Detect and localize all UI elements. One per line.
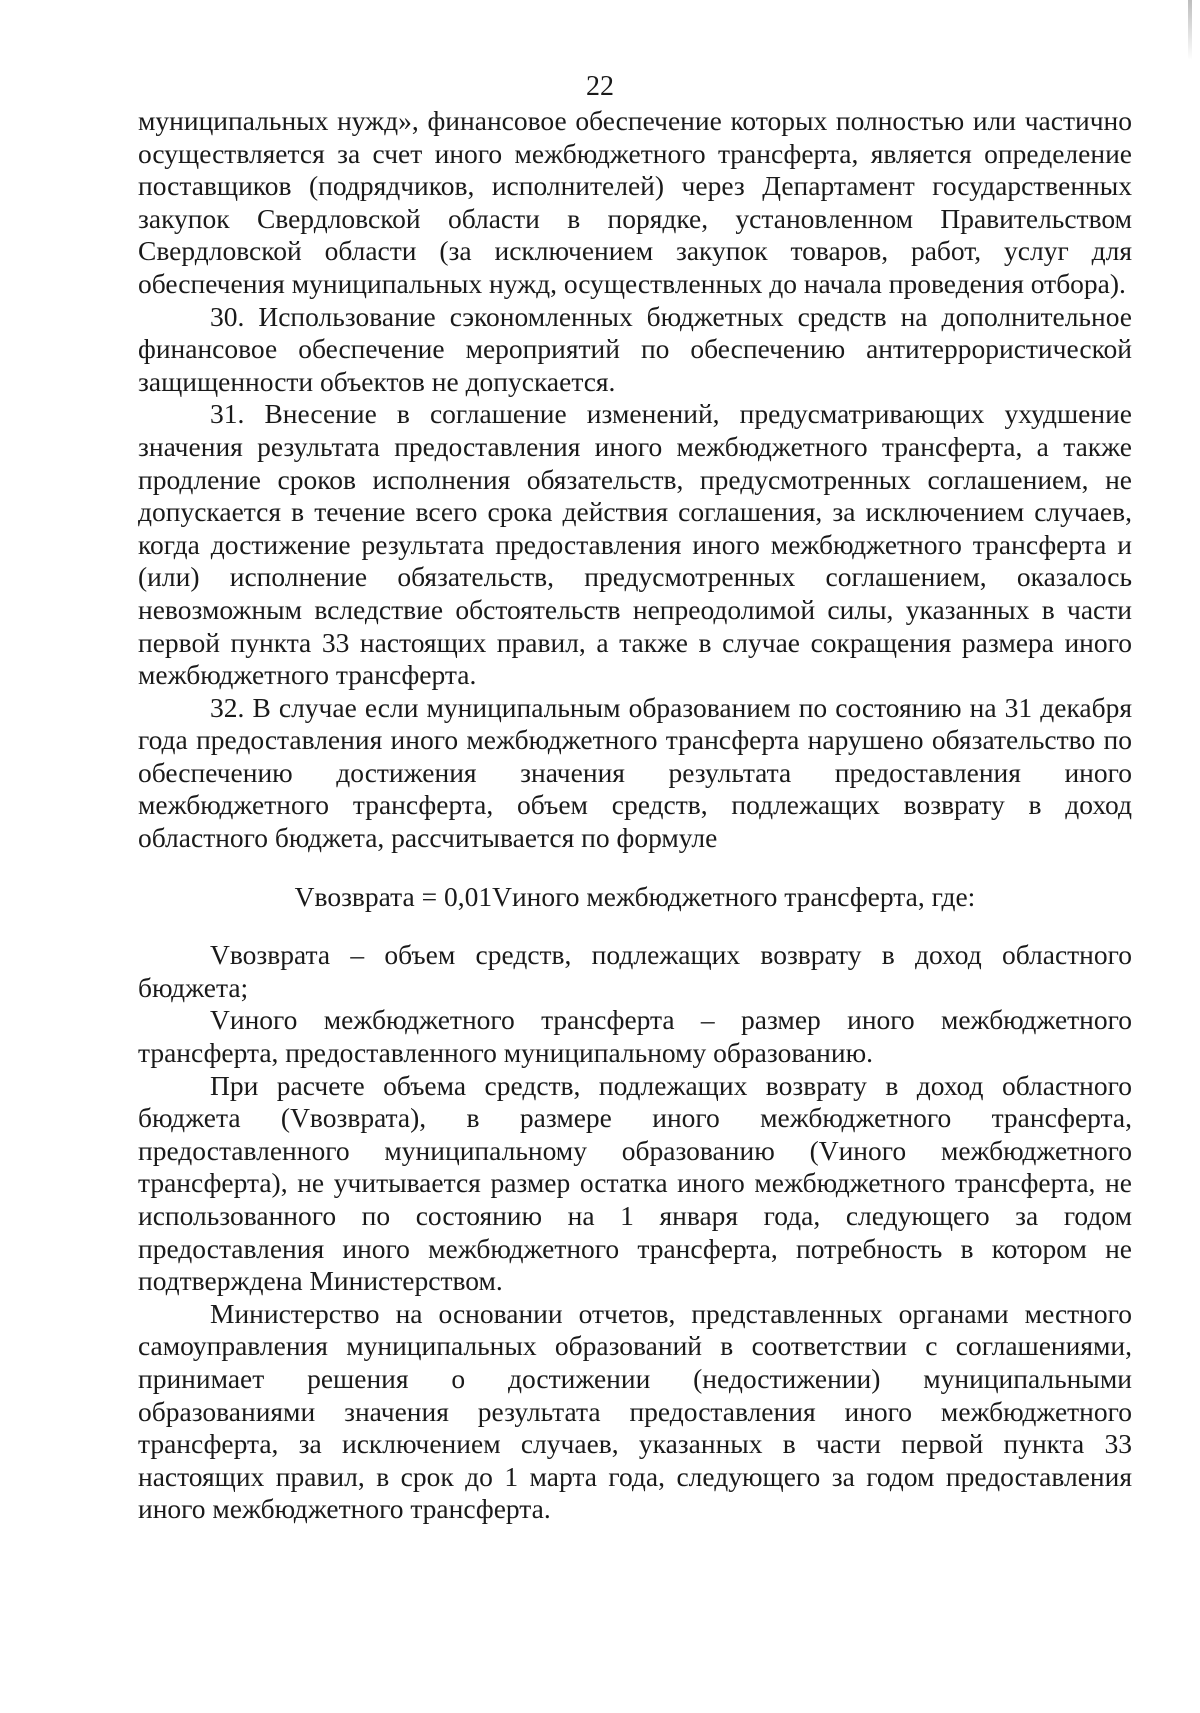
definition-v-inogo: Vиного межбюджетного трансферта – размер иного межбюджетного трансферта, предоставленного муниципальному образованию. bbox=[138, 1004, 1132, 1069]
paragraph-32: 32. В случае если муниципальным образованием по состоянию на 31 декабря года предоставления иного межбюджетного трансферта нарушено обязательство по обеспечению достижения значения результата предоставления иного межбюджетного трансферта, объем средств, подлежащих возврату в доход областного бюджета, рассчитывается по формуле bbox=[138, 691, 1132, 854]
page-number: 22 bbox=[586, 71, 614, 102]
paragraph-31: 31. Внесение в соглашение изменений, предусматривающих ухудшение значения результата предоставления иного межбюджетного трансферта, а также продление сроков исполнения обязательств, предусмотренных соглашением, не допускается в течение всего срока действия соглашения, за исключением случаев, когда достижение результата предоставления иного межбюджетного трансферта и (или) исполнение обязательств, предусмотренных соглашением, оказалось невозможным вследствие обстоятельств непреодолимой силы, указанных в части первой пункта 33 настоящих правил, а также в случае сокращения размера иного межбюджетного трансферта. bbox=[138, 398, 1132, 691]
paragraph-calculation-note: При расчете объема средств, подлежащих возврату в доход областного бюджета (Vвозврата), в размере иного межбюджетного трансферта, предоставленного муниципальному образованию (Vиного межбюджетного трансферта), не учитывается размер остатка иного межбюджетного трансферта, не использованного по состоянию на 1 января года, следующего за годом предоставления иного межбюджетного трансферта, потребность в котором не подтверждена Министерством. bbox=[138, 1069, 1132, 1297]
definition-v-vozvrata: Vвозврата – объем средств, подлежащих возврату в доход областного бюджета; bbox=[138, 939, 1132, 1003]
formula: Vвозврата = 0,01Vиного межбюджетного трансферта, где: bbox=[294, 880, 976, 912]
paragraph-continuation: муниципальных нужд», финансовое обеспечение которых полностью или частично осуществляется за счет иного межбюджетного трансферта, является определение поставщиков (подрядчиков, исполнителей) через Департамент государственных закупок Свердловской области в порядке, установленном Правительством Свердловской области (за исключением закупок товаров, работ, услуг для обеспечения муниципальных нужд, осуществленных до начала проведения отбора). bbox=[138, 105, 1132, 299]
paragraph-30: 30. Использование сэкономленных бюджетных средств на дополнительное финансовое обеспечение мероприятий по обеспечению антитеррористической защищенности объектов не допускается. bbox=[138, 300, 1132, 397]
scan-edge-mark bbox=[1188, 0, 1192, 60]
document-body bbox=[138, 105, 1132, 1526]
paragraph-ministry-decision: Министерство на основании отчетов, представленных органами местного самоуправления муниципальных образований в соответствии с соглашениями, принимает решения о достижении (недостижении) муниципальными образованиями значения результата предоставления иного межбюджетного трансферта, за исключением случаев, указанных в части первой пункта 33 настоящих правил, в срок до 1 марта года, следующего за годом предоставления иного межбюджетного трансферта. bbox=[138, 1297, 1132, 1525]
